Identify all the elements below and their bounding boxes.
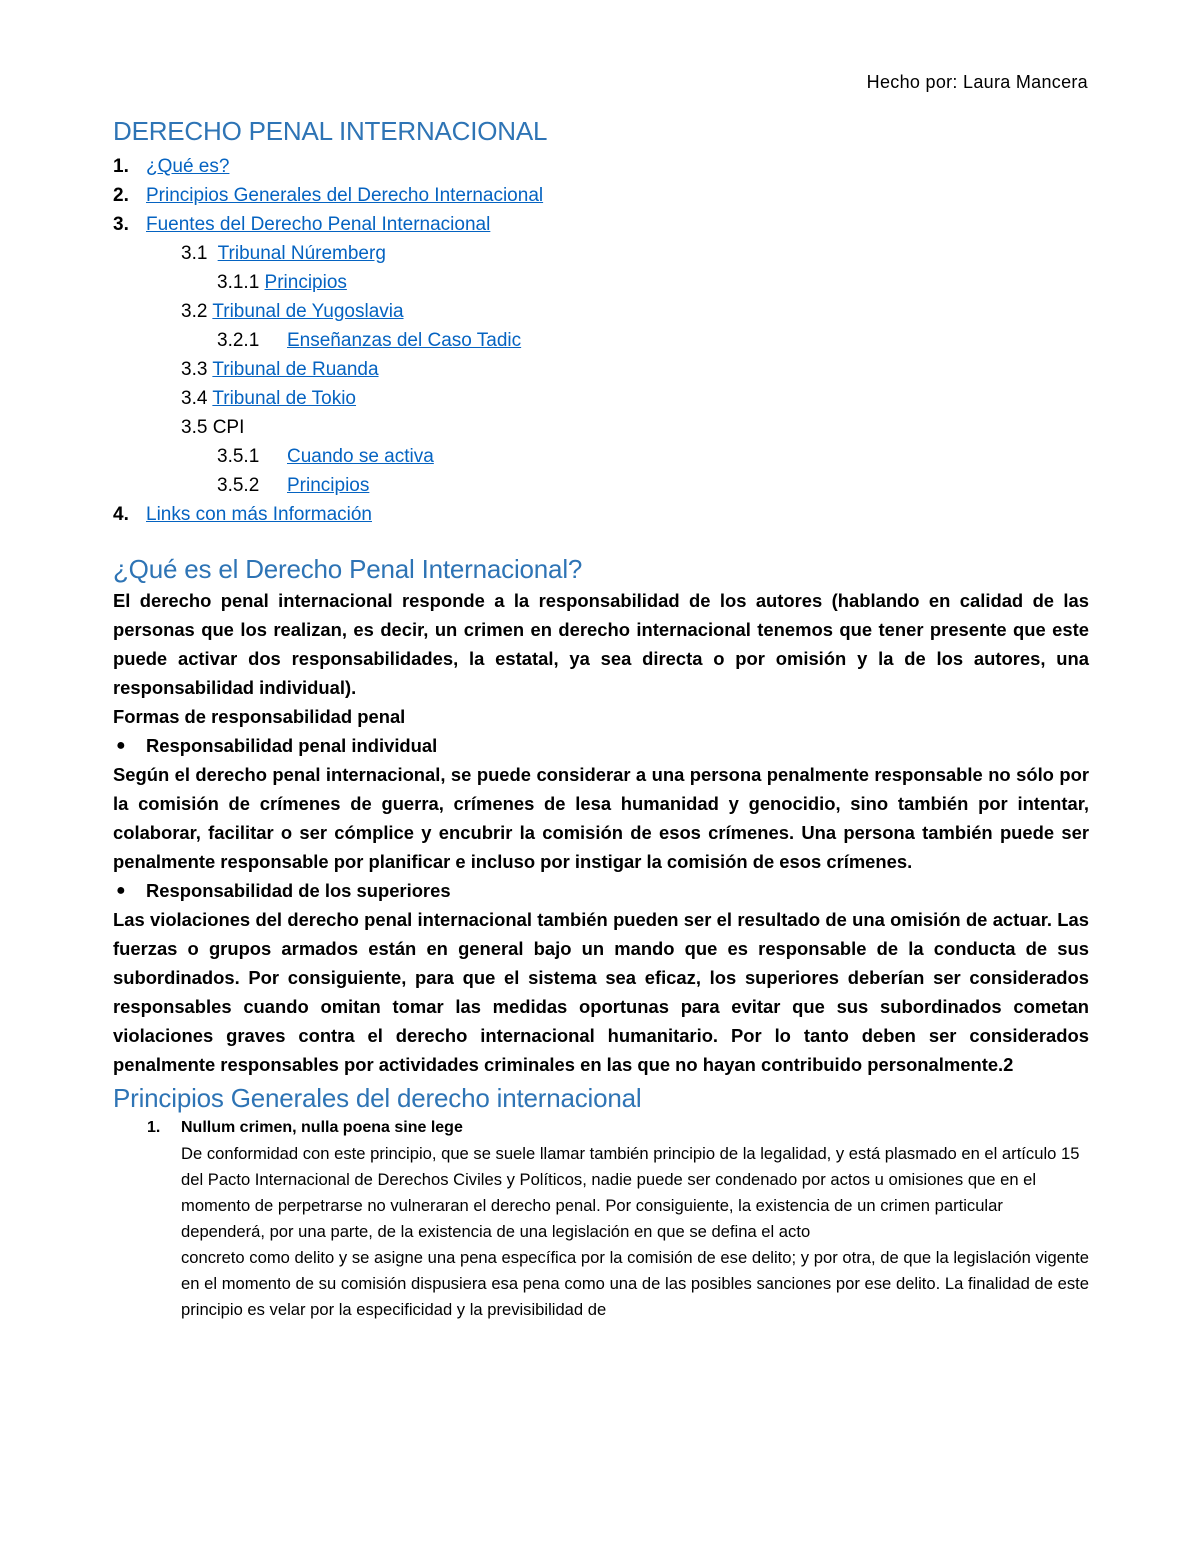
section-heading-principios: Principios Generales del derecho internacional [113, 1083, 642, 1113]
toc-link-mas-informacion[interactable]: Links con más Información [146, 504, 372, 525]
toc-item-3 [113, 210, 1089, 239]
principle-text: De conformidad con este principio, que se suele llamar también principio de la legalidad, y está plasmado en el artículo 15 del Pacto Internacional de Derechos Civiles y Políticos, nadie puede ser condenado por actos u omisiones que en el momento de perpetrarse no vulneraran el derecho penal. Por consiguiente, la existencia de un crimen particular dependerá, por una parte, de la existencia de una legislación en que se defina el acto [181, 1144, 1080, 1241]
toc-item-1 [113, 152, 1089, 181]
toc-item-3-5-2 [113, 471, 1089, 500]
section-heading-que-es: ¿Qué es el Derecho Penal Internacional? [113, 554, 583, 584]
document-title: DERECHO PENAL INTERNACIONAL [113, 116, 548, 146]
paragraph-individual: Según el derecho penal internacional, se puede considerar a una persona penalmente responsable no sólo por la comisión de crímenes de guerra, crímenes de lesa humanidad y genocidio, sino también por intentar, colaborar, facilitar o ser cómplice y encubrir la comisión de esos crímenes. Una persona también puede ser penalmente responsable por planificar e incluso por instigar la comisión de esos crímenes. [113, 764, 1089, 872]
toc-number: 3.3 [181, 359, 208, 380]
toc-link-yugoslavia[interactable]: Tribunal de Yugoslavia [212, 301, 404, 322]
toc-item-3-2 [113, 297, 1089, 326]
toc-number: 3.5.1 [217, 446, 260, 467]
toc-number: 2. [113, 185, 129, 206]
toc-number: 1. [113, 156, 129, 177]
toc-link-caso-tadic[interactable]: Enseñanzas del Caso Tadic [287, 330, 522, 351]
principle-number: 1. [147, 1119, 161, 1136]
toc-item-3-2-1 [113, 326, 1089, 355]
toc-link-cuando-se-activa[interactable]: Cuando se activa [287, 446, 434, 467]
paragraph-superiores: Las violaciones del derecho penal internacional también pueden ser el resultado de una omisión de actuar. Las fuerzas o grupos armados están en general bajo un mando que es responsable de la conducta de sus subordinados. Por consiguiente, para que el sistema sea eficaz, los superiores deberían ser considerados responsables cuando omitan tomar las medidas oportunas para evitar que sus subordinados cometan violaciones graves contra el derecho internacional humanitario. Por lo tanto deben ser considerados penalmente responsables por actividades criminales en las que no hayan contribuido personalmente.2 [113, 909, 1089, 1075]
intro-paragraph: El derecho penal internacional responde a la responsabilidad de los autores (hablando en calidad de las personas que los realizan, es decir, un crimen en derecho internacional tenemos que tener presente que este puede activar dos responsabilidades, la estatal, ya sea directa o por omisión y la de los autores, una responsabilidad individual). [113, 590, 1089, 698]
toc-item-4 [113, 500, 1089, 529]
table-of-contents [113, 152, 1089, 529]
toc-item-3-3 [113, 355, 1089, 384]
toc-link-cpi-principios[interactable]: Principios [287, 475, 370, 496]
subheading-formas: Formas de responsabilidad penal [113, 706, 406, 727]
toc-number: 3.2 [181, 301, 208, 322]
toc-number: 3.1 [181, 243, 208, 264]
bullet-dot-icon: ● [116, 882, 126, 899]
bullet-label: Responsabilidad de los superiores [146, 880, 451, 901]
toc-item-3-5-1 [113, 442, 1089, 471]
toc-number: 3.1.1 [217, 272, 260, 293]
principle-title: Nullum crimen, nulla poena sine lege [181, 1119, 463, 1136]
toc-item-3-5: 3.5 CPI [181, 417, 245, 438]
toc-link-nuremberg[interactable]: Tribunal Núremberg [217, 243, 386, 264]
toc-link-fuentes[interactable]: Fuentes del Derecho Penal Internacional [146, 214, 491, 235]
bullet-item [113, 731, 1089, 760]
toc-link-nuremberg-principios[interactable]: Principios [264, 272, 347, 293]
toc-number: 3.5.2 [217, 475, 260, 496]
toc-link-que-es[interactable]: ¿Qué es? [146, 156, 230, 177]
document-content [113, 114, 1089, 1323]
toc-link-tokio[interactable]: Tribunal de Tokio [212, 388, 357, 409]
page-header-author: Hecho por: Laura Mancera [866, 72, 1088, 92]
toc-number: 3. [113, 214, 129, 235]
toc-number: 3.4 [181, 388, 208, 409]
bullet-item [113, 876, 1089, 905]
principle-text-continued: concreto como delito y se asigne una pena específica por la comisión de ese delito; y por otra, de que la legislación vigente en el momento de su comisión dispusiera esa pena como una de las posibles sanciones por ese delito. La finalidad de este principio es velar por la especificidad y la previsibilidad de [181, 1248, 1089, 1319]
toc-item-3-4 [113, 384, 1089, 413]
toc-item-2 [113, 181, 1089, 210]
toc-link-principios-generales[interactable]: Principios Generales del Derecho Internacional [146, 185, 544, 206]
bullet-label: Responsabilidad penal individual [146, 735, 438, 756]
toc-link-ruanda[interactable]: Tribunal de Ruanda [212, 359, 379, 380]
toc-item-3-1 [113, 239, 1089, 268]
toc-number: 3.2.1 [217, 330, 260, 351]
toc-number: 4. [113, 504, 129, 525]
bullet-dot-icon: ● [116, 737, 126, 754]
principle-item [113, 1115, 1089, 1323]
toc-item-3-1-1 [113, 268, 1089, 297]
